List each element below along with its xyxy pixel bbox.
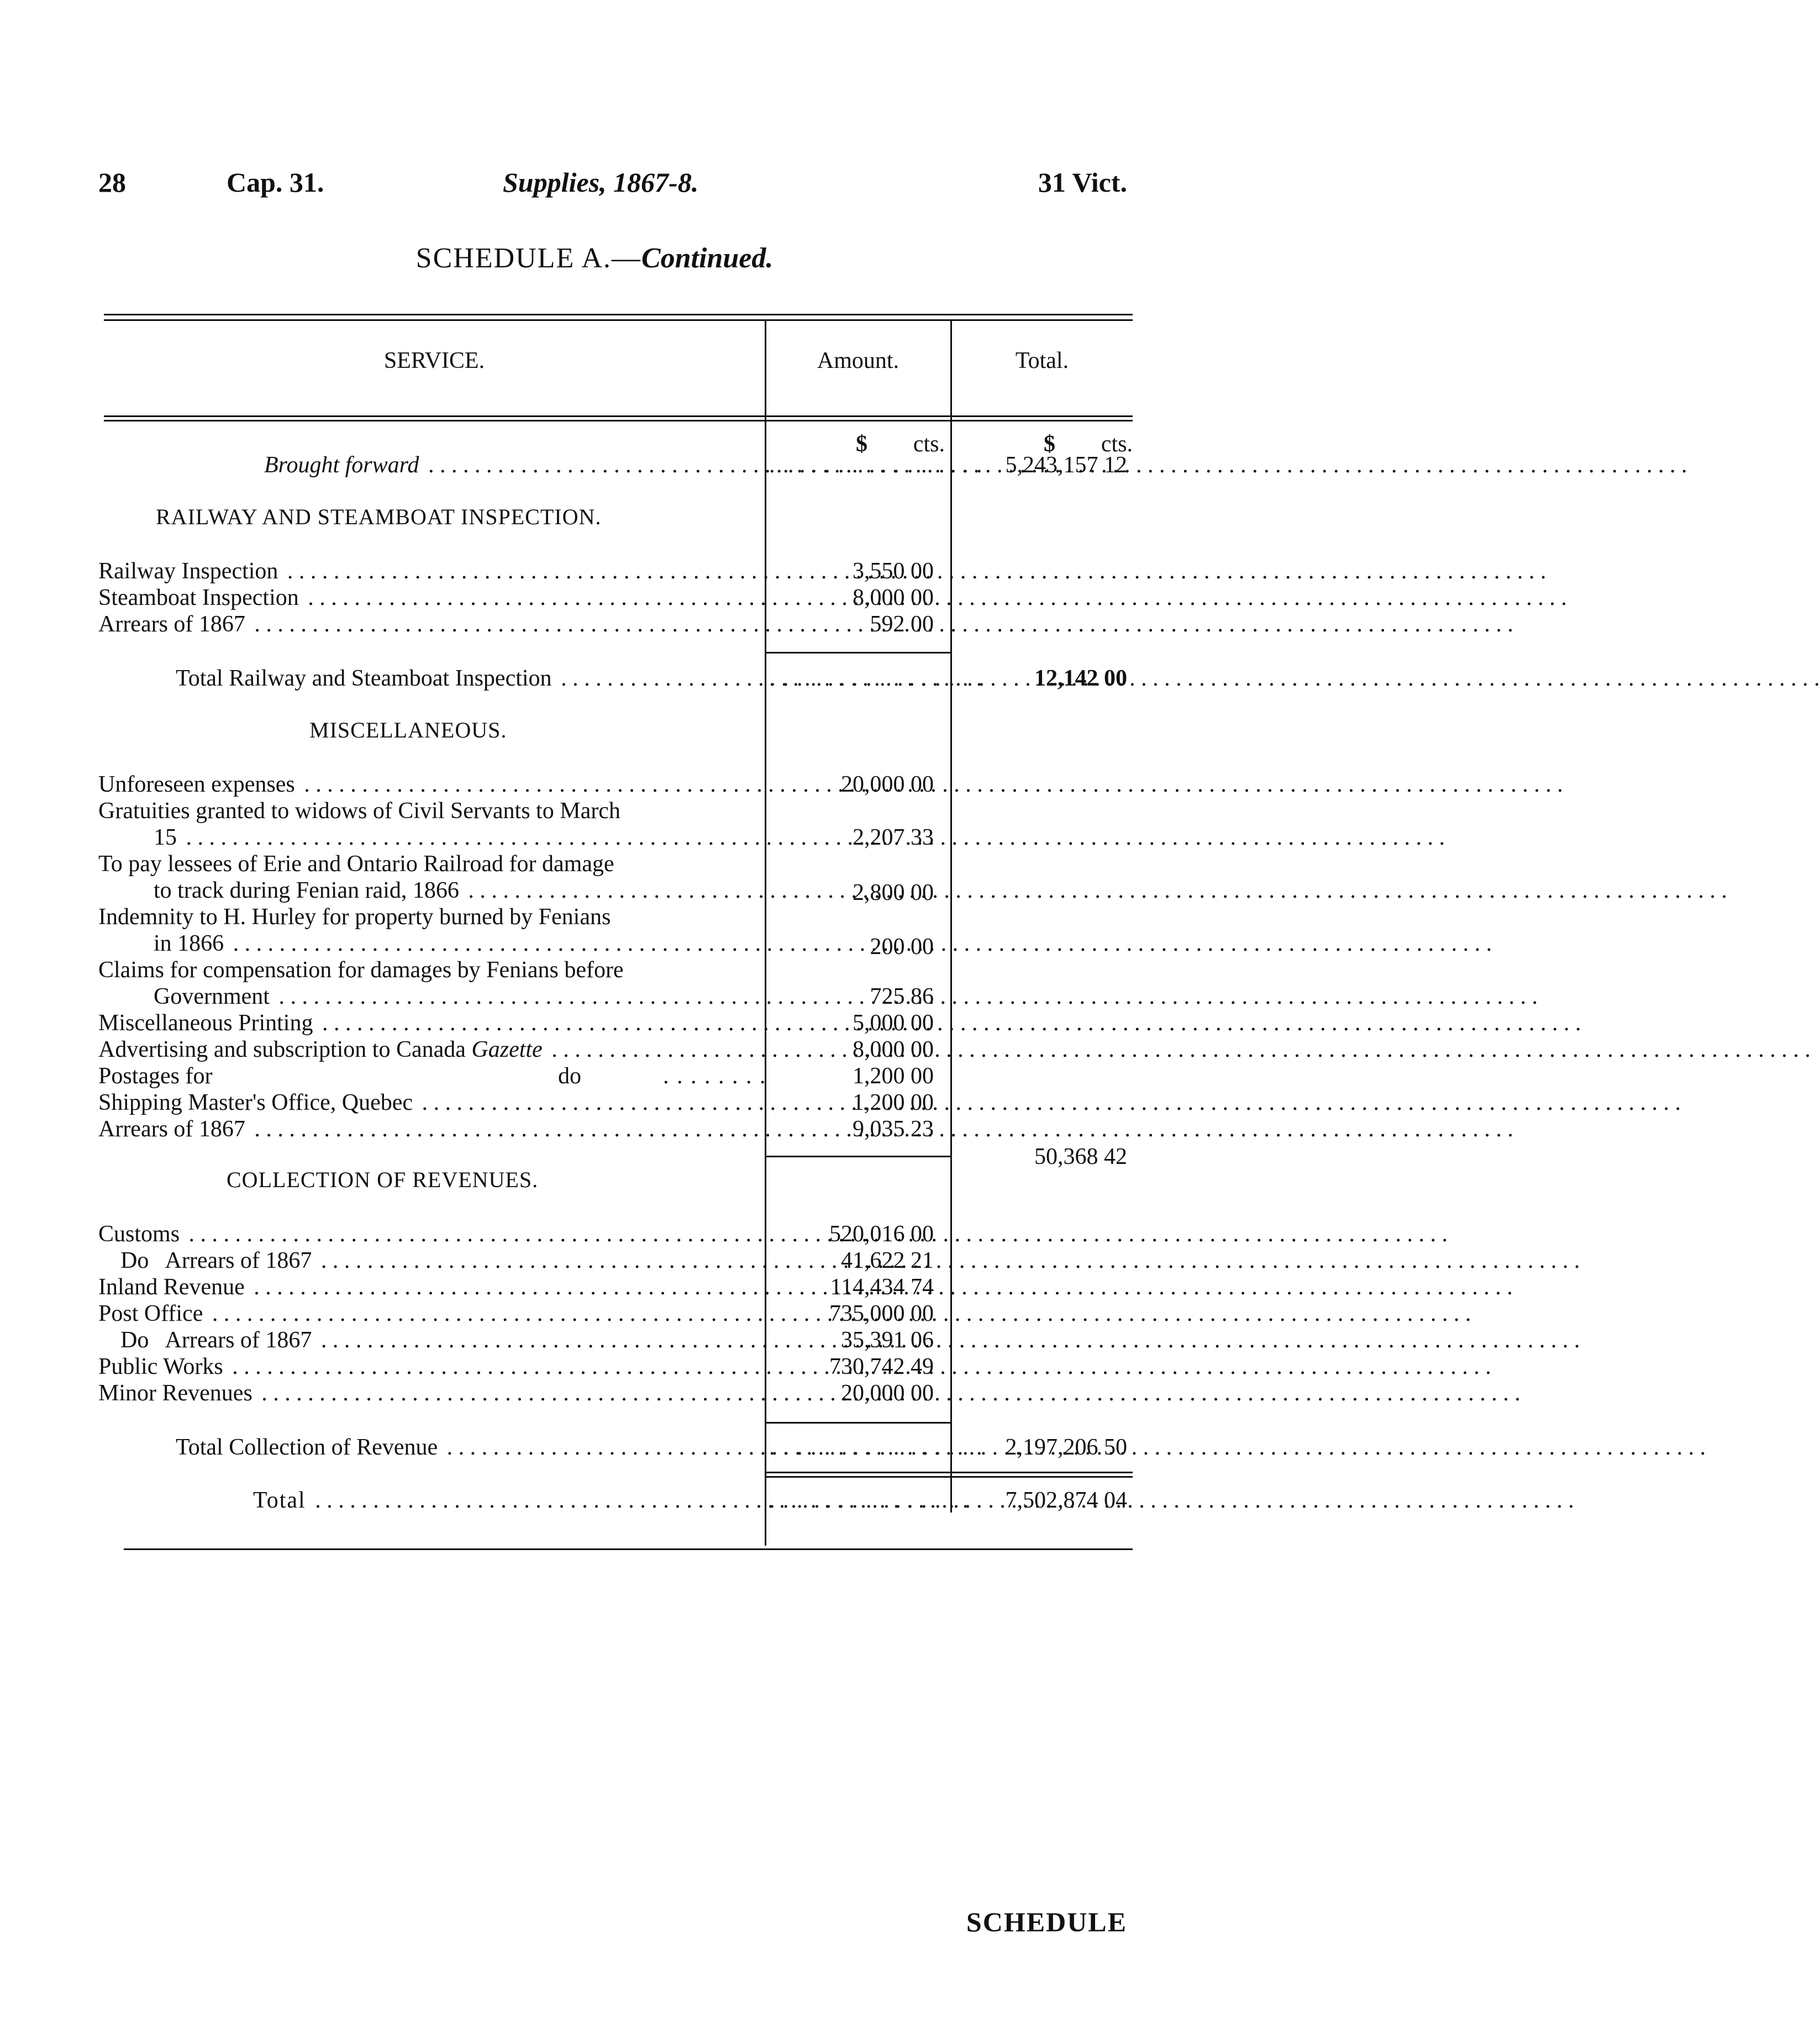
collection-item-amount: 20,000 00 [841,1380,934,1406]
page-number: 28 [98,167,126,198]
total-cents-label: cts. [1101,431,1133,457]
misc-item-dots: . . . . . . . . [663,1063,767,1089]
railway-section-heading: RAILWAY AND STEAMBOAT INSPECTION. [156,504,602,529]
railway-item-amount: 592 00 [870,612,934,637]
misc-item-row [154,930,761,957]
misc-item-row [98,771,761,798]
chapter-label: Cap. 31. [227,167,324,198]
misc-item-label: Arrears of 1867 [98,1116,249,1142]
railway-item-label: Arrears of 1867 [98,612,249,637]
railway-item-row [98,584,761,611]
misc-item-row [154,824,761,851]
misc-section-heading: MISCELLANEOUS. [309,718,507,742]
collection-item-amount: 735,000 00 [829,1301,934,1326]
misc-item-amount: 2,207 33 [853,825,934,850]
catchword: SCHEDULE [966,1906,1127,1937]
grand-total-rule-2 [766,1476,1133,1478]
misc-item-row [154,877,761,904]
misc-item-amount: 8,000 00 [853,1037,934,1062]
collection-item-label: Do Arrears of 1867 [120,1248,315,1273]
collection-item-row [120,1247,761,1274]
collection-item-amount: 520,016 00 [829,1221,934,1247]
collection-item-amount: 730,742 49 [829,1354,934,1379]
column-header-service: SERVICE. [383,348,485,373]
misc-item-amount: 200 00 [870,934,934,960]
collection-total-row [176,1434,761,1461]
railway-total-amount-dots: . . . . . . . . . . . . . . . . [769,666,983,691]
misc-item-label-line2: 15 [154,825,180,850]
collection-total-amount-dots: . . . . . . . . . . . . . . . . [769,1435,983,1460]
collection-item-amount: 114,434 74 [830,1274,934,1300]
misc-item-label-line2: in 1866 [154,931,227,956]
misc-item-label-line2: Government [154,984,273,1009]
schedule-title-continued: Continued. [641,243,774,274]
grand-total-rule-1 [766,1472,1133,1473]
misc-item-row [98,1010,761,1036]
column-header-total: Total. [1015,348,1069,373]
railway-item-row [98,611,761,637]
misc-item-label-line1: Indemnity to H. Hurley for property burned by Fenians [98,904,761,930]
collection-item-label: Inland Revenue [98,1274,248,1300]
railway-item-label: Steamboat Inspection [98,585,302,610]
railway-total-row [176,665,761,692]
column-header-amount: Amount. [817,348,900,373]
misc-item-label-line1: To pay lessees of Erie and Ontario Railroad for damage [98,851,761,877]
collection-item-row [98,1221,761,1247]
misc-item-amount: 1,200 00 [853,1090,934,1115]
misc-item-label-italic: Gazette [471,1037,543,1062]
misc-item-amount: 5,000 00 [853,1010,934,1036]
table-top-rule-2 [104,319,1133,321]
collection-item-label: Post Office [98,1301,206,1326]
total-dollar-sign: $ [1044,431,1055,457]
misc-item-amount: 20,000 00 [841,772,934,797]
collection-subtotal-rule [766,1422,950,1424]
misc-item-row [98,1036,761,1063]
railway-total-label: Total Railway and Steamboat Inspection [176,666,555,691]
misc-total-value: 50,368 42 [1034,1144,1127,1169]
regnal-label: 31 Vict. [1038,167,1127,198]
brought-forward-label: Brought forward [264,452,422,478]
misc-item-amount: 2,800 00 [853,880,934,905]
misc-item-label-line1: Gratuities granted to widows of Civil Servants to March [98,798,761,824]
collection-item-amount: 35,391 06 [841,1327,934,1353]
collection-item-label: Customs [98,1221,183,1247]
grand-total-row [253,1487,761,1514]
railway-item-amount: 8,000 00 [853,585,934,610]
collection-item-row [98,1274,761,1300]
misc-item-label: Unforeseen expenses [98,772,298,797]
table-header-rule-1 [104,415,1133,417]
table-bottom-rule [124,1548,1133,1550]
misc-subtotal-rule [766,1156,950,1157]
table-header-rule-2 [104,420,1133,421]
misc-item-ditto: do [558,1063,581,1089]
collection-item-label: Do Arrears of 1867 [120,1327,315,1353]
misc-item-amount: 1,200 00 [853,1063,934,1089]
collection-total-label: Total Collection of Revenue [176,1435,441,1460]
misc-item-label: Miscellaneous Printing [98,1010,316,1036]
amount-cents-label: cts. [913,431,945,457]
collection-item-row [98,1300,761,1327]
collection-item-row [98,1353,761,1380]
collection-total-value: 2,197,206 50 [1005,1435,1127,1460]
misc-item-row [98,1063,767,1089]
misc-item-row [98,1116,761,1142]
collection-item-row [98,1380,761,1406]
collection-section-heading: COLLECTION OF REVENUES. [227,1167,539,1192]
collection-item-label: Minor Revenues [98,1380,256,1406]
railway-item-row [98,558,761,584]
misc-item-row [154,983,761,1010]
misc-item-row [98,1089,761,1116]
misc-item-label-line2: to track during Fenian raid, 1866 [154,878,462,903]
table-top-rule-1 [104,314,1133,315]
amount-dollar-sign: $ [856,431,867,457]
collection-item-label: Public Works [98,1354,227,1379]
railway-total-value: 12,142 00 [1034,666,1127,691]
collection-item-row [120,1327,761,1353]
brought-forward-row [264,452,761,478]
misc-item-amount: 9,035 23 [853,1116,934,1142]
misc-item-amount: 725 86 [870,984,934,1009]
railway-item-label: Railway Inspection [98,558,281,584]
grand-total-amount-dots: . . . . . . . . . . . . . . . . [769,1488,983,1513]
grand-total-label: Total [253,1488,309,1513]
misc-item-label-line1: Claims for compensation for damages by Fenians before [98,957,761,983]
railway-subtotal-rule [766,652,950,654]
misc-item-label: Shipping Master's Office, Quebec [98,1090,416,1115]
brought-forward-amount-dots: . . . . . . . . . . . . . . . . [769,452,983,478]
grand-total-value: 7,502,874 04 [1005,1488,1127,1513]
misc-item-label: Postages for [98,1063,215,1089]
brought-forward-total: 5,243,157 12 [1005,452,1127,478]
subject-label: Supplies, 1867-8. [503,167,699,198]
collection-item-amount: 41,622 21 [841,1248,934,1273]
schedule-title-main: SCHEDULE A.— [415,243,641,274]
schedule-title [0,242,1189,275]
misc-item-label: Advertising and subscription to Canada [98,1037,466,1062]
railway-item-amount: 3,550 00 [853,558,934,584]
